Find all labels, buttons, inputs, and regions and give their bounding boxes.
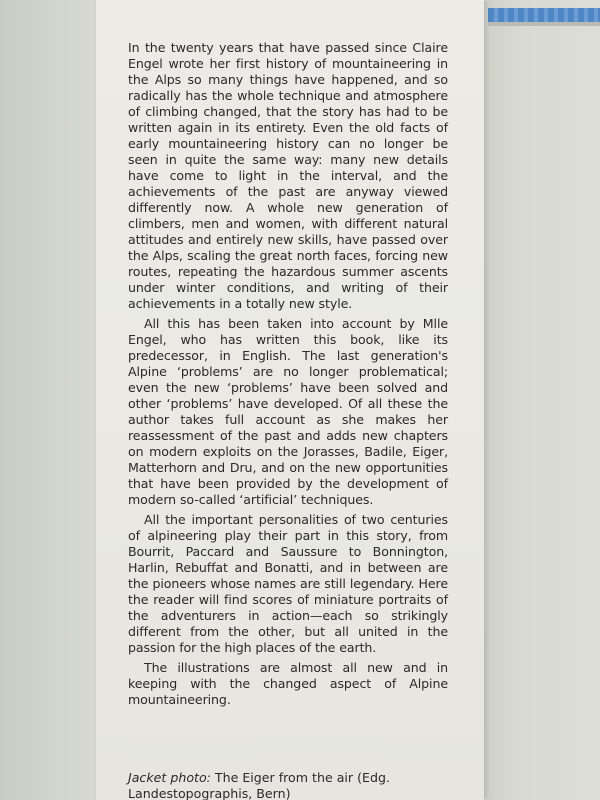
- paragraph-illustrations: The illustrations are almost all new and in keeping with the changed aspect of Alpine mountaineering.: [128, 660, 448, 707]
- paragraph-personalities: All the important personalities of two centuries of alpineering play their part in this story, from Bourrit, Paccard and Saussure to Bonnington, Harlin, Rebuffat and Bonatti, and in between are the pioneers whose names are still legendary. Here the reader will find scores of miniature portraits of the adventurers in action—each so strikingly different from the other, but all united in the passion for the high places of the earth.: [128, 512, 448, 655]
- caption-text: The Eiger from the air (Edg. Landestopographis, Bern): [128, 770, 390, 800]
- background-right: [486, 0, 600, 800]
- book-cover-edge-shadow: [488, 22, 600, 26]
- flap-body-text: [128, 40, 448, 712]
- book-cover-edge: [488, 8, 600, 22]
- paragraph-author: All this has been taken into account by Mlle Engel, who has written this book, like its predecessor, in English. The last generation's Alpine ‘problems’ are no longer problematical; even the new ‘problems’ have been solved and other ‘problems’ have developed. Of all these the author takes full account as she makes her reassessment of the past and adds new chapters on modern exploits on the Jorasses, Badile, Eiger, Matterhorn and Dru, and on the new opportunities that have been provided by the development of modern so-called ‘artificial’ techniques.: [128, 316, 448, 507]
- background-left: [0, 0, 96, 800]
- jacket-photo-caption: [128, 770, 458, 800]
- caption-label: Jacket photo:: [128, 770, 211, 785]
- paragraph-intro: In the twenty years that have passed since Claire Engel wrote her first history of mountaineering in the Alps so many things have happened, and so radically has the whole technique and atmosphere of climbing changed, that the story has had to be written again in its entirety. Even the old facts of early mountaineering history can no longer be seen in quite the same way: many new details have come to light in the interval, and the achievements of the past are anyway viewed differently now. A whole new generation of climbers, men and women, with different natural attitudes and entirely new skills, have passed over the Alps, scaling the great north faces, forcing new routes, repeating the hazardous summer ascents under winter conditions, and writing of their achievements in a totally new style.: [128, 40, 448, 311]
